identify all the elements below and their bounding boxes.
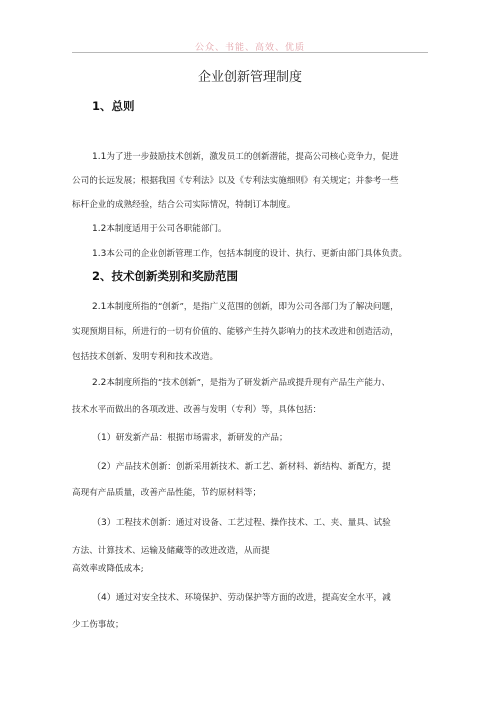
list-number: （3） — [92, 518, 116, 528]
list-item-line: 少工伤事故； — [72, 620, 124, 630]
paragraph-line — [92, 247, 407, 259]
paragraph-line — [92, 222, 227, 234]
clause-number: 2.2 — [92, 378, 107, 388]
list-number: （1） — [92, 433, 116, 443]
paragraph-text: 为了进一步鼓励技术创新，激发员工的创新潜能，提高公司核心竞争力，促进 — [106, 152, 399, 162]
list-text: 通过对安全技术、环境保护、劳动保护等方面的改进，提高安全水平，减 — [115, 593, 391, 603]
clause-number: 1.3 — [92, 249, 107, 259]
section-1-heading: 1、总则 — [92, 99, 135, 113]
section-2-heading: 2、技术创新类别和奖励范围 — [92, 269, 239, 283]
list-number: （2） — [92, 462, 116, 472]
paragraph-line — [92, 150, 399, 162]
list-item-line — [92, 430, 288, 443]
list-number: （4） — [92, 593, 116, 603]
list-item-line — [92, 515, 391, 528]
clause-number: 1.2 — [92, 224, 107, 234]
document-title: 企业创新管理制度 — [197, 70, 302, 85]
header-divider — [72, 52, 428, 53]
paragraph-line — [92, 376, 390, 388]
paragraph-text: 本制度所指的“技术创新”，是指为了研发新产品或提升现有产品生产能力、 — [106, 378, 391, 388]
paragraph-line: 标杆企业的成熟经验，结合公司实际情况，特制订本制度。 — [72, 200, 296, 210]
paragraph-line: 实现预期目标，所进行的一切有价值的、能够产生持久影响力的技术改进和创造活动， — [72, 327, 399, 337]
list-item-line: 高效率或降低成本; — [72, 564, 144, 574]
list-item-line — [92, 459, 391, 472]
paragraph-line: 包括技术创新、发明专利和技术改造。 — [72, 352, 219, 362]
list-item-line: 高现有产品质量，改善产品性能，节约原材料等； — [72, 488, 262, 498]
clause-number: 2.1 — [92, 302, 107, 312]
clause-number: 1.1 — [92, 152, 107, 162]
list-text: 产品技术创新：创新采用新技术、新工艺、新材料、新结构、新配方，提 — [115, 462, 391, 472]
paragraph-text: 本制度所指的“创新”，是指广义范围的创新，即为公司各部门为了解决问题， — [106, 302, 399, 312]
paragraph-line — [92, 300, 399, 312]
header-motto: 公众、书能、高效、优质 — [194, 43, 305, 53]
paragraph-text: 本制度适用于公司各职能部门。 — [106, 224, 227, 234]
list-text: 工程技术创新：通过对设备、工艺过程、操作技术、工、夹、量具、试验 — [115, 518, 391, 528]
paragraph-text: 本公司的企业创新管理工作，包括本制度的设计、执行、更新由部门具体负责。 — [106, 249, 408, 259]
paragraph-line: 技术水平而做出的各项改进、改善与发明（专利）等，具体包括： — [72, 405, 322, 415]
list-item-line — [92, 590, 391, 603]
list-item-line: 方法、计算技术、运输及储藏等的改进改造，从而提 — [72, 546, 270, 556]
paragraph-line: 公司的长远发展；根据我国《专利法》以及《专利法实施细则》有关规定；并参考一些 — [72, 176, 399, 186]
list-text: 研发新产品：根据市场需求，新研发的产品； — [115, 433, 288, 443]
